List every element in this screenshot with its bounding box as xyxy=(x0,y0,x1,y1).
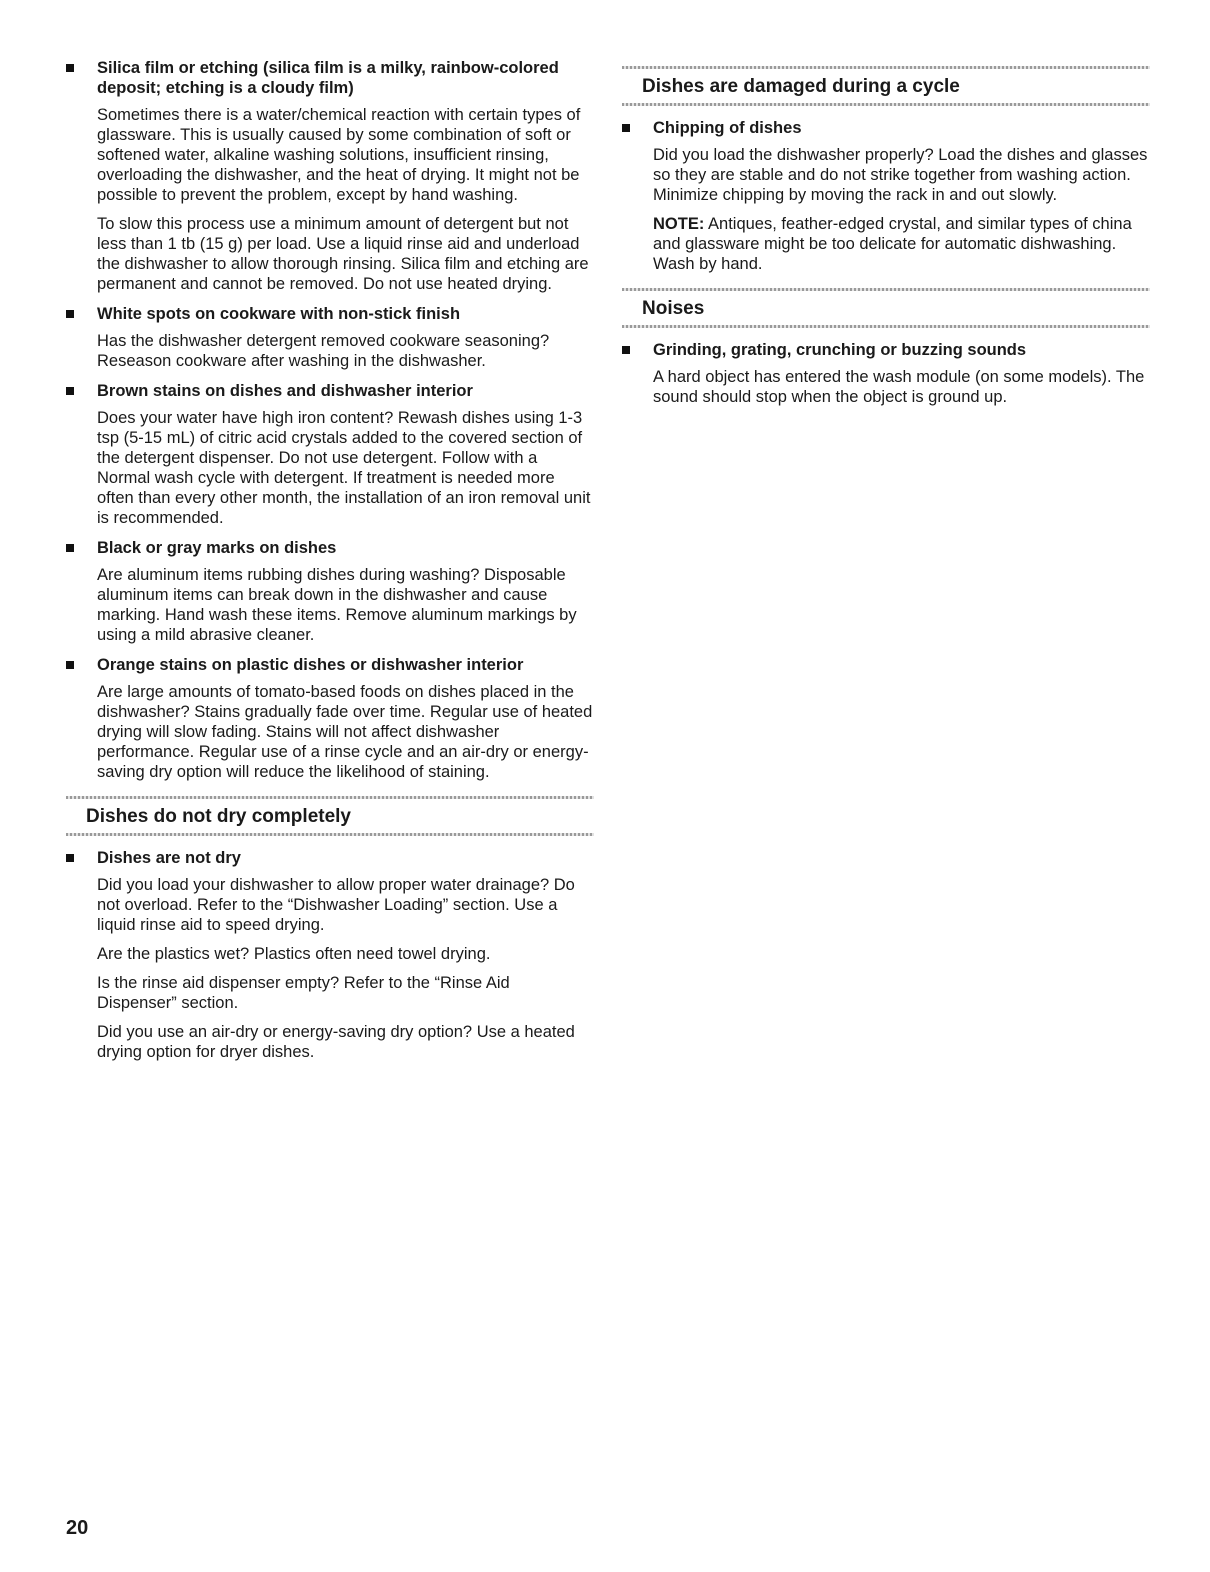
item-paragraph: Are aluminum items rubbing dishes during washing? Disposable aluminum items can break down in the dishwasher and cause marking. Hand wash these items. Remove aluminum markings by using a mild abrasive cleaner. xyxy=(97,566,577,644)
troubleshoot-item-orange-stains xyxy=(66,655,594,782)
item-title: Chipping of dishes xyxy=(653,119,802,137)
item-paragraph: A hard object has entered the wash module (on some models). The sound should stop when the object is ground up. xyxy=(653,368,1145,406)
bullet-icon xyxy=(66,544,74,552)
section-rule-bottom xyxy=(66,833,594,836)
item-title: Orange stains on plastic dishes or dishwasher interior xyxy=(97,656,524,674)
item-paragraph: Are the plastics wet? Plastics often need towel drying. xyxy=(97,945,491,963)
item-title: Brown stains on dishes and dishwasher interior xyxy=(97,382,473,400)
bullet-icon xyxy=(66,854,74,862)
item-title: Dishes are not dry xyxy=(97,849,241,867)
troubleshoot-item-white-spots xyxy=(66,304,594,371)
bullet-icon xyxy=(66,64,74,72)
section-title: Noises xyxy=(642,298,705,319)
right-column xyxy=(622,58,1150,417)
section-rule-bottom xyxy=(622,325,1150,328)
troubleshoot-item-noises xyxy=(622,340,1150,407)
item-paragraph: Did you load the dishwasher properly? Load the dishes and glasses so they are stable and do not strike together from washing action. Minimize chipping by moving the rack in and out slowly. xyxy=(653,146,1148,204)
troubleshoot-item-not-dry xyxy=(66,848,594,1062)
section-title: Dishes are damaged during a cycle xyxy=(642,76,960,97)
item-paragraph: Did you use an air-dry or energy-saving dry option? Use a heated drying option for dryer dishes. xyxy=(97,1023,575,1061)
section-header-damaged xyxy=(622,66,1150,106)
section-rule-bottom xyxy=(622,103,1150,106)
left-column xyxy=(66,58,594,1072)
bullet-icon xyxy=(66,387,74,395)
item-paragraph: Does your water have high iron content? Rewash dishes using 1-3 tsp (5-15 mL) of citric acid crystals added to the covered section of the detergent dispenser. Do not use detergent. Follow with a Normal wash cycle with detergent. If treatment is needed more often than every other month, the installation of an iron removal unit is recommended. xyxy=(97,409,591,527)
bullet-icon xyxy=(66,310,74,318)
bullet-icon xyxy=(622,124,630,132)
item-title: Grinding, grating, crunching or buzzing sounds xyxy=(653,341,1027,359)
page-number: 20 xyxy=(66,1517,89,1539)
troubleshoot-item-silica xyxy=(66,58,594,294)
section-header-dry xyxy=(66,796,594,836)
item-paragraph: Did you load your dishwasher to allow proper water drainage? Do not overload. Refer to the “Dishwasher Loading” section. Use a liquid rinse aid to speed drying. xyxy=(97,876,575,934)
item-paragraph: Are large amounts of tomato-based foods on dishes placed in the dishwasher? Stains gradually fade over time. Regular use of heated drying will slow fading. Stains will not affect dishwasher performance. Regular use of a rinse cycle and an air-dry or energy-saving dry option will reduce the likelihood of staining. xyxy=(97,683,593,781)
troubleshoot-item-black-marks xyxy=(66,538,594,645)
bullet-icon xyxy=(622,346,630,354)
item-paragraph: Is the rinse aid dispenser empty? Refer to the “Rinse Aid Dispenser” section. xyxy=(97,974,510,1012)
item-title: Black or gray marks on dishes xyxy=(97,539,337,557)
troubleshoot-item-brown-stains xyxy=(66,381,594,528)
note-paragraph xyxy=(653,214,1150,274)
item-title: White spots on cookware with non-stick finish xyxy=(97,305,461,323)
note-text: Antiques, feather-edged crystal, and similar types of china and glassware might be too delicate for automatic dishwashing. Wash by hand. xyxy=(653,215,1132,273)
section-header-noises xyxy=(622,288,1150,328)
note-label: NOTE: xyxy=(653,215,705,233)
troubleshoot-item-chipping xyxy=(622,118,1150,274)
item-paragraph: Sometimes there is a water/chemical reaction with certain types of glassware. This is usually caused by some combination of soft or softened water, alkaline washing solutions, insufficient rinsing, overloading the dishwasher, and the heat of drying. It might not be possible to prevent the problem, except by hand washing. xyxy=(97,106,581,204)
section-title: Dishes do not dry completely xyxy=(86,806,351,827)
item-paragraph: Has the dishwasher detergent removed cookware seasoning? Reseason cookware after washing in the dishwasher. xyxy=(97,332,550,370)
item-paragraph: To slow this process use a minimum amount of detergent but not less than 1 tb (15 g) per load. Use a liquid rinse aid and underload the dishwasher to allow thorough rinsing. Silica film and etching are permanent and cannot be removed. Do not use heated drying. xyxy=(97,215,589,293)
bullet-icon xyxy=(66,661,74,669)
item-title: Silica film or etching (silica film is a milky, rainbow-colored deposit; etching is a cloudy film) xyxy=(97,59,559,97)
